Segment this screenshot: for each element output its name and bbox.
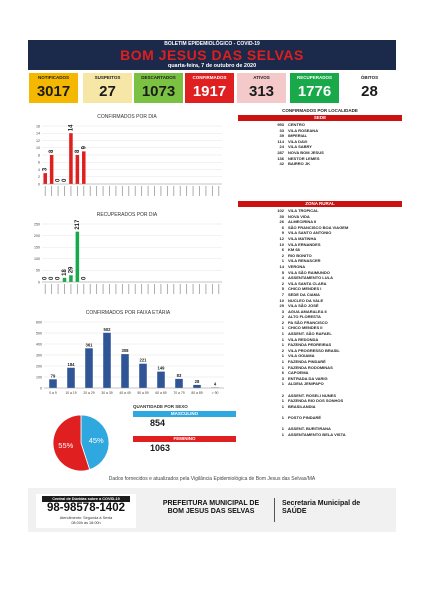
stat-value: 313 xyxy=(248,83,275,100)
x-tick-label: > 90 xyxy=(211,391,219,395)
locality-count: 5 xyxy=(281,269,284,275)
locality-name: ALTO FLORESTA xyxy=(288,314,321,320)
locality-count: 3 xyxy=(281,375,284,381)
bulletin-header xyxy=(28,40,396,70)
locality-count: 42 xyxy=(279,161,284,167)
locality-name: VILA SANTO ANTONIO xyxy=(288,230,332,236)
locality-count: 102 xyxy=(277,208,284,213)
bulletin-title: BOM JESUS DAS SELVAS xyxy=(120,47,304,63)
sede-header: SEDE xyxy=(238,115,402,121)
locality-count: 6 xyxy=(281,224,284,230)
locality-name: VERONA xyxy=(288,263,306,269)
locality-count: 2 xyxy=(281,347,284,353)
stat-value: 27 xyxy=(99,83,116,100)
locality-name: ASSENT. ROSELI NUNES xyxy=(288,392,337,398)
bar-value-label: 502 xyxy=(103,326,111,332)
y-tick-label: 0 xyxy=(40,386,42,391)
locality-count: 7 xyxy=(281,291,284,297)
confirmed-per-day-chart xyxy=(28,122,226,208)
locality-count: 4 xyxy=(281,275,284,281)
locality-name: PA SÃO FRANCISCO xyxy=(288,319,328,325)
bar xyxy=(49,379,57,388)
locality-name: BAIRRO JK xyxy=(288,161,311,167)
hotline-title: Central de Dúvidas sobre a COVID-19 xyxy=(42,496,130,502)
x-tick-label: 10 a 19 xyxy=(65,391,77,395)
y-tick-label: 400 xyxy=(36,342,42,347)
sex-panel xyxy=(28,404,238,472)
locality-count: 24 xyxy=(279,144,284,150)
bar xyxy=(50,155,54,184)
locality-count: 1 xyxy=(281,426,284,432)
bar-value-label: 308 xyxy=(121,348,129,354)
locality-name: IMPERIAL xyxy=(288,133,308,139)
pie-label-female: 55% xyxy=(58,440,74,450)
bar-value-label: 0 xyxy=(81,276,88,280)
locality-count: 2 xyxy=(281,314,284,320)
bar-value-label: 184 xyxy=(67,361,75,367)
locality-count: 39 xyxy=(279,133,284,139)
locality-name: FAZENDA PEDREIRAS xyxy=(288,342,332,348)
bar xyxy=(103,333,111,388)
locality-name: NOVA VIDA xyxy=(288,213,310,219)
stat-tile-confirmados xyxy=(185,73,234,103)
bar-value-label: 0 xyxy=(62,178,68,182)
bar-value-label: 28 xyxy=(194,378,200,384)
stat-label: ÓBITOS xyxy=(360,75,379,80)
locality-name: VILA ROSEANA xyxy=(288,127,319,133)
locality-count: 953 xyxy=(277,122,284,127)
locality-count: 287 xyxy=(277,149,284,155)
footer-divider xyxy=(274,498,275,522)
locality-name: ALDEIA JENIPAPO xyxy=(288,381,324,387)
x-tick-label: 80 a 89 xyxy=(191,391,203,395)
confirmed-by-age-panel xyxy=(28,306,228,402)
locality-name: VILA SANTA CLARA xyxy=(288,280,327,286)
confirmed-by-age-chart xyxy=(28,316,228,402)
locality-name: NUCLEO DA VALE xyxy=(288,297,324,303)
y-tick-label: 500 xyxy=(36,331,42,336)
stat-value: 1776 xyxy=(297,83,332,100)
locality-name: ASSENTAMENTO LULA xyxy=(288,275,333,281)
y-tick-label: 2 xyxy=(38,175,40,180)
bar xyxy=(193,385,201,388)
bar-value-label: 8 xyxy=(74,149,81,153)
locality-count: 1 xyxy=(281,364,284,370)
locality-name: POSTO PINDARÉ xyxy=(288,414,322,420)
bar xyxy=(121,354,129,388)
hotline-time: 08:00h às 18:00h xyxy=(71,521,101,525)
y-tick-label: 16 xyxy=(36,124,40,129)
locality-count: 1 xyxy=(281,325,284,331)
sex-title: QUANTIDADE POR SEXO xyxy=(133,404,188,409)
locality-count: 1 xyxy=(281,342,284,348)
locality-name: VILA SABRY xyxy=(288,144,312,150)
bar-value-label: 149 xyxy=(157,365,165,371)
y-tick-label: 0 xyxy=(38,182,40,187)
stat-value: 28 xyxy=(361,83,378,100)
male-count: 854 xyxy=(150,418,166,428)
locality-name: VILA REDONDA xyxy=(288,336,319,342)
locality-name: SEDE DA CIAMA xyxy=(288,291,320,297)
locality-name: VILA SÃO JOSÉ xyxy=(288,303,319,309)
stat-tile-descartados xyxy=(134,73,183,103)
bar-value-label: 3 xyxy=(42,167,49,172)
locality-count: 1 xyxy=(281,359,284,365)
locality-name: FAZENDA RIO DOS SONHOS xyxy=(288,398,344,404)
y-tick-label: 12 xyxy=(36,138,40,143)
stat-tile-notificados xyxy=(29,73,78,103)
locality-count: 1 xyxy=(281,331,284,337)
x-tick-label: 20 a 29 xyxy=(83,391,95,395)
stat-label: SUSPEITOS xyxy=(94,75,121,80)
hotline-box xyxy=(36,494,136,528)
locality-count: 1 xyxy=(281,353,284,359)
locality-count: 1 xyxy=(281,403,284,409)
locality-count: 6 xyxy=(281,370,284,376)
locality-name: FAZENDA PINDARÉ xyxy=(288,359,326,365)
locality-name: ASSENT. SÃO RAFAEL xyxy=(288,331,332,337)
recovered-per-day-title: RECUPERADOS POR DIA xyxy=(96,212,158,218)
y-tick-label: 50 xyxy=(36,268,40,273)
y-tick-label: 14 xyxy=(36,131,40,136)
locality-name: SÃO FRANCISCO BOA VIAGEM xyxy=(288,224,349,230)
locality-count: 2 xyxy=(281,319,284,325)
locality-name: ASSENTAMENTO BELA VISTA xyxy=(288,431,346,437)
locality-name: VILA MATINHA xyxy=(288,235,317,241)
bar xyxy=(82,151,86,184)
prefeitura-logo-text xyxy=(152,500,270,516)
secretaria-logo-text xyxy=(282,500,390,516)
hotline-number[interactable]: 98-98578-1402 xyxy=(46,502,125,514)
bar-value-label: 9 xyxy=(81,146,88,150)
bar-value-label: 217 xyxy=(74,220,81,230)
y-tick-label: 0 xyxy=(38,280,40,285)
locality-name: ALMECIRINA II xyxy=(288,219,317,225)
bar-value-label: 361 xyxy=(85,342,93,348)
locality-title: CONFIRMADOS POR LOCALIDADE xyxy=(282,108,358,113)
locality-count: 2 xyxy=(281,280,284,286)
x-tick-label: 70 a 79 xyxy=(173,391,185,395)
locality-name: ENTRADA DA VARIG xyxy=(288,375,328,381)
stat-tile-bitos xyxy=(345,73,394,103)
bar-value-label: 79 xyxy=(50,373,56,379)
bar xyxy=(85,348,93,388)
bar xyxy=(63,278,67,282)
stat-tile-recuperados xyxy=(290,73,339,103)
locality-count: 3 xyxy=(281,308,284,314)
locality-name: RIO BONITO xyxy=(288,252,312,258)
stat-value: 1917 xyxy=(192,83,227,100)
bar xyxy=(175,379,183,388)
locality-name: AGUA AMARALEA II xyxy=(288,308,327,314)
locality-count: 30 xyxy=(279,213,284,219)
bar xyxy=(157,372,165,388)
y-tick-label: 250 xyxy=(34,222,40,227)
bar xyxy=(43,173,47,184)
stat-label: RECUPERADOS xyxy=(296,75,332,80)
pie-label-male: 45% xyxy=(88,436,104,446)
locality-count: 1 xyxy=(281,336,284,342)
y-tick-label: 100 xyxy=(36,375,42,380)
bar xyxy=(76,232,80,282)
y-tick-label: 300 xyxy=(36,353,42,358)
x-tick-label: 60 a 69 xyxy=(155,391,167,395)
locality-name: VILA ERNANDES xyxy=(288,241,321,247)
locality-count: 10 xyxy=(279,241,284,247)
stat-value: 1073 xyxy=(141,83,176,100)
bar-value-label: 29 xyxy=(68,266,75,274)
locality-count: 26 xyxy=(279,219,284,225)
locality-count: 1 xyxy=(281,398,284,404)
y-tick-label: 200 xyxy=(36,364,42,369)
bar xyxy=(139,364,147,388)
secretaria-line1: Secretaria Municipal de xyxy=(282,500,361,507)
hotline-hours: Atendimento: Segunda à Sexta xyxy=(59,516,113,520)
x-tick-label: 40 a 49 xyxy=(119,391,131,395)
y-tick-label: 150 xyxy=(34,245,40,250)
locality-count: 5 xyxy=(281,286,284,292)
y-tick-label: 4 xyxy=(38,167,40,172)
stat-label: NOTIFICADOS xyxy=(38,75,69,80)
locality-count: 12 xyxy=(279,235,284,241)
male-label: MASCULINO xyxy=(133,411,236,417)
locality-name: VILA DAVI xyxy=(288,138,308,144)
y-tick-label: 200 xyxy=(34,233,40,238)
locality-name: NOVA BOM JESUS xyxy=(288,149,324,155)
bar-value-label: 14 xyxy=(68,124,75,132)
bar xyxy=(76,155,80,184)
locality-count: 1 xyxy=(281,431,284,437)
locality-row xyxy=(238,432,402,438)
confirmed-by-age-title: CONFIRMADOS POR FAIXA ETÁRIA xyxy=(85,310,171,316)
locality-count: 114 xyxy=(277,138,284,144)
locality-name: VILA SÃO RAIMUNDO xyxy=(288,269,330,275)
footer-note: Dados fornecidos e atualizados pela Vigilância Epidemiológica de Bom Jesus das Selvas/MA xyxy=(108,476,316,482)
y-tick-label: 600 xyxy=(36,320,42,325)
locality-name: NESTOR LEMES xyxy=(288,155,320,161)
locality-name: KM 68 xyxy=(288,247,300,253)
bar-value-label: 221 xyxy=(139,357,147,363)
bar-value-label: 4 xyxy=(213,381,217,387)
locality-count: 136 xyxy=(277,155,284,161)
stat-tile-suspeitos xyxy=(83,73,132,103)
stat-label: CONFIRMADOS xyxy=(192,75,227,80)
stat-label: ATIVOS xyxy=(253,75,270,80)
sex-pie-chart xyxy=(50,412,112,474)
locality-count: 33 xyxy=(279,127,284,133)
rural-header: ZONA RURAL xyxy=(238,201,402,207)
female-label: FEMININO xyxy=(133,436,236,442)
y-tick-label: 6 xyxy=(38,160,40,165)
locality-name: BRASILANDIA xyxy=(288,403,316,409)
bulletin-date: quarta-feira, 7 de outubro de 2020 xyxy=(167,63,257,69)
bar xyxy=(69,133,73,184)
bar xyxy=(67,368,75,388)
locality-count: 9 xyxy=(281,230,284,236)
locality-name: FAZENDA RODOMINAS xyxy=(288,364,333,370)
locality-count: 10 xyxy=(279,297,284,303)
locality-name: VILA TROPICAL xyxy=(288,208,319,213)
bar-value-label: 0 xyxy=(49,276,56,280)
locality-count: 6 xyxy=(281,247,284,253)
confirmed-per-day-title: CONFIRMADOS POR DIA xyxy=(97,114,157,120)
recovered-per-day-panel xyxy=(28,206,226,304)
prefeitura-line2: BOM JESUS DAS SELVAS xyxy=(167,508,255,515)
y-tick-label: 8 xyxy=(38,153,40,158)
locality-count: 29 xyxy=(279,303,284,309)
locality-count: 1 xyxy=(281,258,284,264)
secretaria-line2: SAÚDE xyxy=(282,508,307,515)
locality-name: CHICO MENDES I xyxy=(288,286,322,292)
sede-list xyxy=(238,122,402,167)
bar-value-label: 8 xyxy=(49,149,56,153)
locality-count: 1 xyxy=(281,381,284,387)
x-tick-label: 50 a 59 xyxy=(137,391,149,395)
bar-value-label: 0 xyxy=(55,276,62,280)
locality-count: 2 xyxy=(281,392,284,398)
confirmed-per-day-panel xyxy=(28,108,226,208)
locality-count: 2 xyxy=(281,252,284,258)
y-tick-label: 10 xyxy=(36,146,40,151)
locality-name: VILA RENASCER xyxy=(288,258,321,264)
stat-tile-ativos xyxy=(237,73,286,103)
x-tick-label: 30 a 39 xyxy=(101,391,113,395)
bar xyxy=(69,275,73,282)
locality-row xyxy=(238,161,402,167)
locality-name: CHICO MENDES II xyxy=(288,325,323,331)
stat-label: DESCARTADOS xyxy=(141,75,176,80)
locality-name: CENTRO xyxy=(288,122,305,127)
rural-list xyxy=(238,208,402,437)
locality-count: 14 xyxy=(279,263,284,269)
footer-band xyxy=(28,488,396,532)
stat-value: 3017 xyxy=(36,83,71,100)
bulletin-subtitle: BOLETIM EPIDEMIOLÓGICO - COVID-19 xyxy=(164,41,260,47)
female-count: 1063 xyxy=(150,443,171,453)
bar-value-label: 0 xyxy=(42,276,49,280)
x-tick-label: 0 a 9 xyxy=(49,391,57,395)
locality-name: VILA GOIAMA xyxy=(288,353,315,359)
y-tick-label: 100 xyxy=(34,257,40,262)
locality-name: VILA PROGRESSO BRASIL xyxy=(288,347,340,353)
bar-value-label: 83 xyxy=(176,372,182,378)
bar-value-label: 18 xyxy=(62,269,68,276)
bar-value-label: 0 xyxy=(55,178,62,182)
locality-name: CAPOEMA xyxy=(288,370,309,376)
locality-count: 1 xyxy=(281,414,284,420)
locality-name: ASSENT. BURITIRANA xyxy=(288,426,331,432)
recovered-per-day-chart xyxy=(28,220,226,304)
prefeitura-line1: PREFEITURA MUNICIPAL DE xyxy=(162,500,260,507)
